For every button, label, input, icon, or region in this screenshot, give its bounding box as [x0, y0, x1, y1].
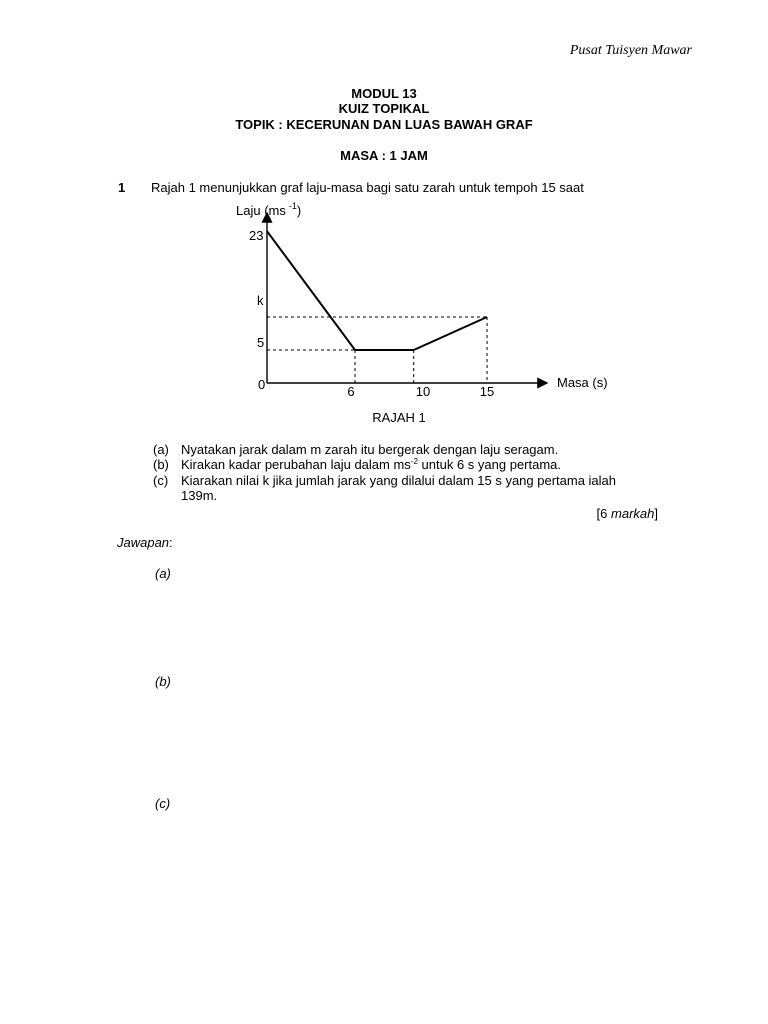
answer-a-label: (a) [155, 566, 171, 581]
figure-caption: RAJAH 1 [372, 410, 426, 425]
y-tick-23: 23 [249, 228, 264, 243]
part-a-text: Nyatakan jarak dalam m zarah itu bergerak dengan laju seragam. [181, 442, 559, 457]
answer-heading-word: Jawapan [117, 535, 170, 550]
speed-time-graph [225, 195, 625, 430]
center-name: Pusat Tuisyen Mawar [569, 43, 692, 58]
topic-title: TOPIK : KECERUNAN DAN LUAS BAWAH GRAF [235, 117, 533, 132]
x-tick-0: 0 [258, 377, 266, 392]
part-a-label: (a) [153, 442, 169, 457]
marks-word: markah [611, 506, 655, 521]
answer-b-label: (b) [155, 674, 171, 689]
part-c [153, 473, 616, 488]
part-c-label: (c) [153, 473, 169, 488]
answer-c-label: (c) [155, 796, 171, 811]
part-b-label: (b) [153, 457, 169, 472]
duration: MASA : 1 JAM [340, 148, 428, 163]
marks [597, 506, 658, 521]
part-c-text: Kiarakan nilai k jika jumlah jarak yang dilalui dalam 15 s yang pertama ialah [181, 473, 617, 488]
part-b [153, 457, 561, 472]
question-text: Rajah 1 menunjukkan graf laju-masa bagi satu zarah untuk tempoh 15 saat [151, 180, 584, 195]
quiz-title: KUIZ TOPIKAL [338, 101, 430, 116]
y-axis-label-sup: -1 [288, 201, 297, 211]
y-tick-5: 5 [257, 335, 265, 350]
y-axis-label-main: Laju (ms [236, 203, 286, 218]
x-axis-label: Masa (s) [557, 375, 608, 390]
question-number: 1 [118, 180, 126, 195]
marks-post: ] [654, 506, 658, 521]
answer-heading-colon: : [169, 535, 173, 550]
part-b-text-pre: Kirakan kadar perubahan laju dalam ms [181, 457, 411, 472]
x-tick-6: 6 [347, 384, 355, 399]
part-c-continued: 139m. [181, 488, 218, 503]
answer-heading [117, 535, 173, 550]
marks-pre: [6 [596, 506, 612, 521]
x-tick-15: 15 [479, 384, 495, 399]
x-tick-10: 10 [415, 384, 431, 399]
y-tick-k: k [257, 293, 264, 308]
part-a [153, 442, 558, 457]
speed-line [267, 231, 487, 350]
y-axis-label-close: ) [296, 203, 302, 218]
part-b-sup: -2 [410, 457, 418, 466]
part-b-text-post: untuk 6 s yang pertama. [417, 457, 562, 472]
y-axis-label [236, 201, 301, 218]
module-title: MODUL 13 [351, 86, 417, 101]
